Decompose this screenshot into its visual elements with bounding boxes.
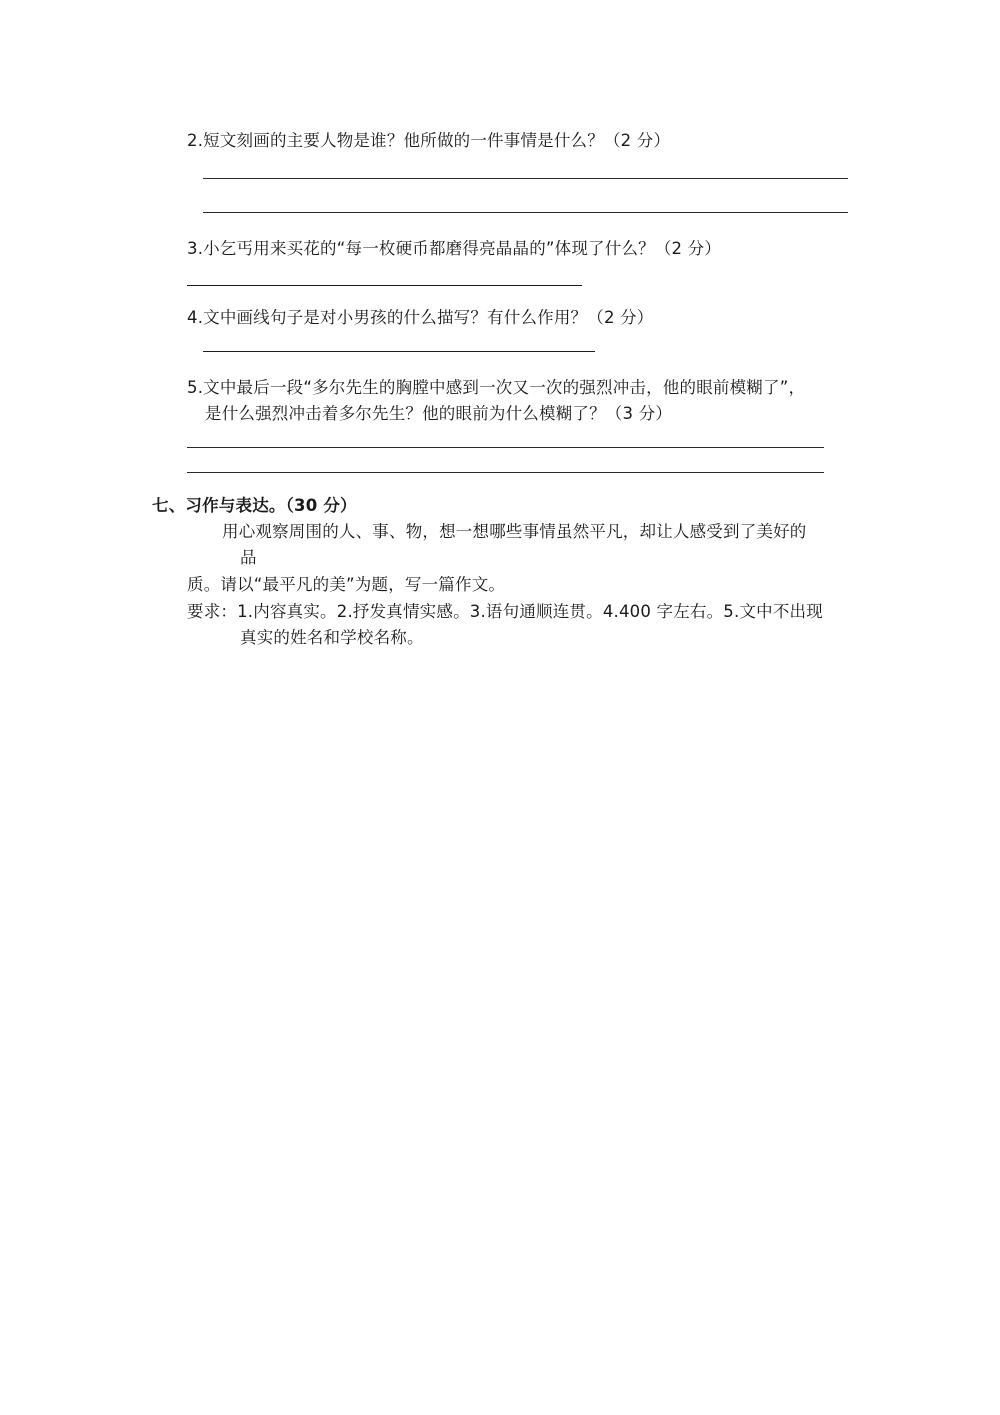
question-5-line-2: 是什么强烈冲击着多尔先生？他的眼前为什么模糊了？（3 分） (205, 404, 673, 423)
answer-line-q4[interactable] (203, 351, 595, 352)
section-7-heading: 七、习作与表达。（30 分） (152, 496, 357, 515)
answer-line-q2-2[interactable] (203, 212, 848, 213)
section-7-prompt-line-1: 用心观察周围的人、事、物，想一想哪些事情虽然平凡，却让人感受到了美好的 (222, 522, 807, 541)
section-7-requirements-line-2: 真实的姓名和学校名称。 (240, 628, 424, 647)
question-4: 4.文中画线句子是对小男孩的什么描写？有什么作用？（2 分） (187, 308, 654, 327)
section-7-prompt-line-2: 品 (240, 548, 257, 567)
answer-line-q2-1[interactable] (203, 178, 848, 179)
answer-line-q5-1[interactable] (187, 447, 824, 448)
answer-line-q5-2[interactable] (187, 472, 824, 473)
section-7-prompt-line-3: 质。请以“最平凡的美”为题，写一篇作文。 (187, 575, 506, 594)
section-7-requirements-line-1: 要求：1.内容真实。2.抒发真情实感。3.语句通顺连贯。4.400 字左右。5.文中不出现 (187, 602, 823, 621)
question-5-line-1: 5.文中最后一段“多尔先生的胸膛中感到一次又一次的强烈冲击，他的眼前模糊了”， (187, 378, 806, 397)
question-3: 3.小乞丐用来买花的“每一枚硬币都磨得亮晶晶的”体现了什么？（2 分） (187, 239, 722, 258)
question-2: 2.短文刻画的主要人物是谁？他所做的一件事情是什么？（2 分） (187, 131, 671, 150)
answer-line-q3[interactable] (187, 285, 582, 286)
